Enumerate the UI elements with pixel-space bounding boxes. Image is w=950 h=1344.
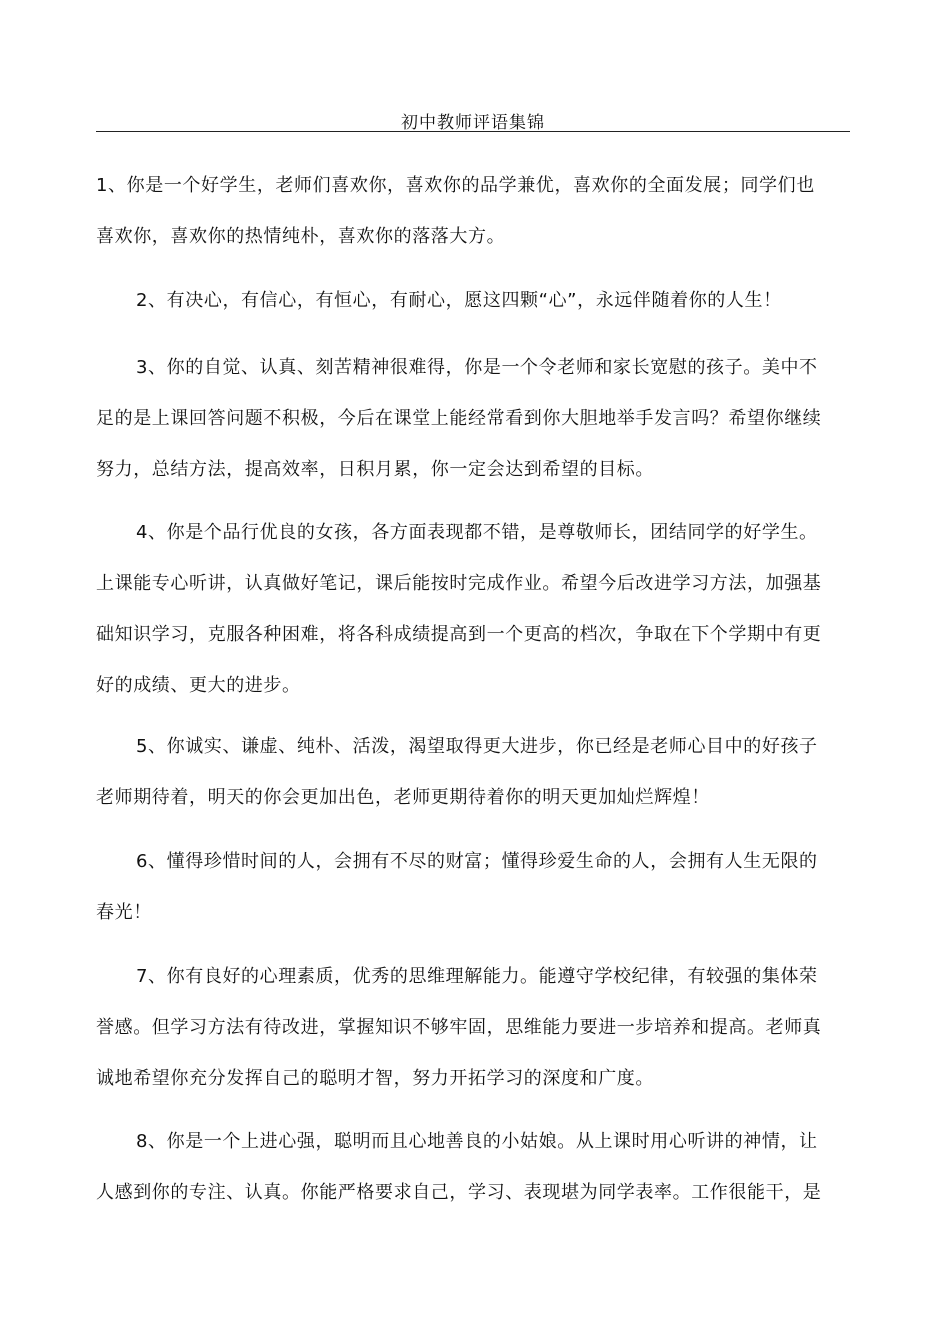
paragraph-line: 1、你是一个好学生，老师们喜欢你，喜欢你的品学兼优，喜欢你的全面发展；同学们也: [96, 175, 815, 196]
paragraph-line: 努力，总结方法，提高效率，日积月累，你一定会达到希望的目标。: [96, 459, 654, 480]
document-title: 初中教师评语集锦: [401, 113, 545, 133]
paragraph-2: [96, 275, 782, 326]
paragraph-line: 上课能专心听讲，认真做好笔记，课后能按时完成作业。希望今后改进学习方法，加强基: [96, 573, 822, 594]
paragraph-7: [96, 951, 821, 1104]
paragraph-3: [96, 342, 821, 495]
header-divider: [96, 131, 850, 132]
paragraph-line: 5、你诚实、谦虚、纯朴、活泼，渴望取得更大进步，你已经是老师心目中的好孩子: [136, 736, 818, 757]
paragraph-line: 老师期待着，明天的你会更加出色，老师更期待着你的明天更加灿烂辉煌！: [96, 787, 710, 808]
paragraph-8: [96, 1116, 821, 1218]
paragraph-line: 2、有决心，有信心，有恒心，有耐心，愿这四颗“心”，永远伴随着你的人生！: [136, 290, 782, 311]
paragraph-6: [96, 836, 818, 938]
paragraph-4: [96, 507, 821, 711]
paragraph-line: 7、你有良好的心理素质，优秀的思维理解能力。能遵守学校纪律，有较强的集体荣: [136, 966, 818, 987]
paragraph-line: 8、你是一个上进心强，聪明而且心地善良的小姑娘。从上课时用心听讲的神情，让: [136, 1131, 818, 1152]
paragraph-line: 喜欢你，喜欢你的热情纯朴，喜欢你的落落大方。: [96, 226, 506, 247]
paragraph-line: 4、你是个品行优良的女孩，各方面表现都不错，是尊敬师长，团结同学的好学生。: [136, 522, 818, 543]
paragraph-line: 春光！: [96, 902, 152, 923]
paragraph-line: 好的成绩、更大的进步。: [96, 675, 301, 696]
paragraph-line: 誉感。但学习方法有待改进，掌握知识不够牢固，思维能力要进一步培养和提高。老师真: [96, 1017, 822, 1038]
paragraph-line: 诚地希望你充分发挥自己的聪明才智，努力开拓学习的深度和广度。: [96, 1068, 654, 1089]
paragraph-line: 3、你的自觉、认真、刻苦精神很难得，你是一个令老师和家长宽慰的孩子。美中不: [136, 357, 818, 378]
paragraph-line: 6、懂得珍惜时间的人，会拥有不尽的财富；懂得珍爱生命的人，会拥有人生无限的: [136, 851, 818, 872]
paragraph-5: [96, 721, 818, 823]
paragraph-line: 人感到你的专注、认真。你能严格要求自己，学习、表现堪为同学表率。工作很能干，是: [96, 1182, 822, 1203]
paragraph-1: [96, 160, 815, 262]
paragraph-line: 础知识学习，克服各种困难，将各科成绩提高到一个更高的档次，争取在下个学期中有更: [96, 624, 822, 645]
paragraph-line: 足的是上课回答问题不积极，今后在课堂上能经常看到你大胆地举手发言吗？希望你继续: [96, 408, 822, 429]
